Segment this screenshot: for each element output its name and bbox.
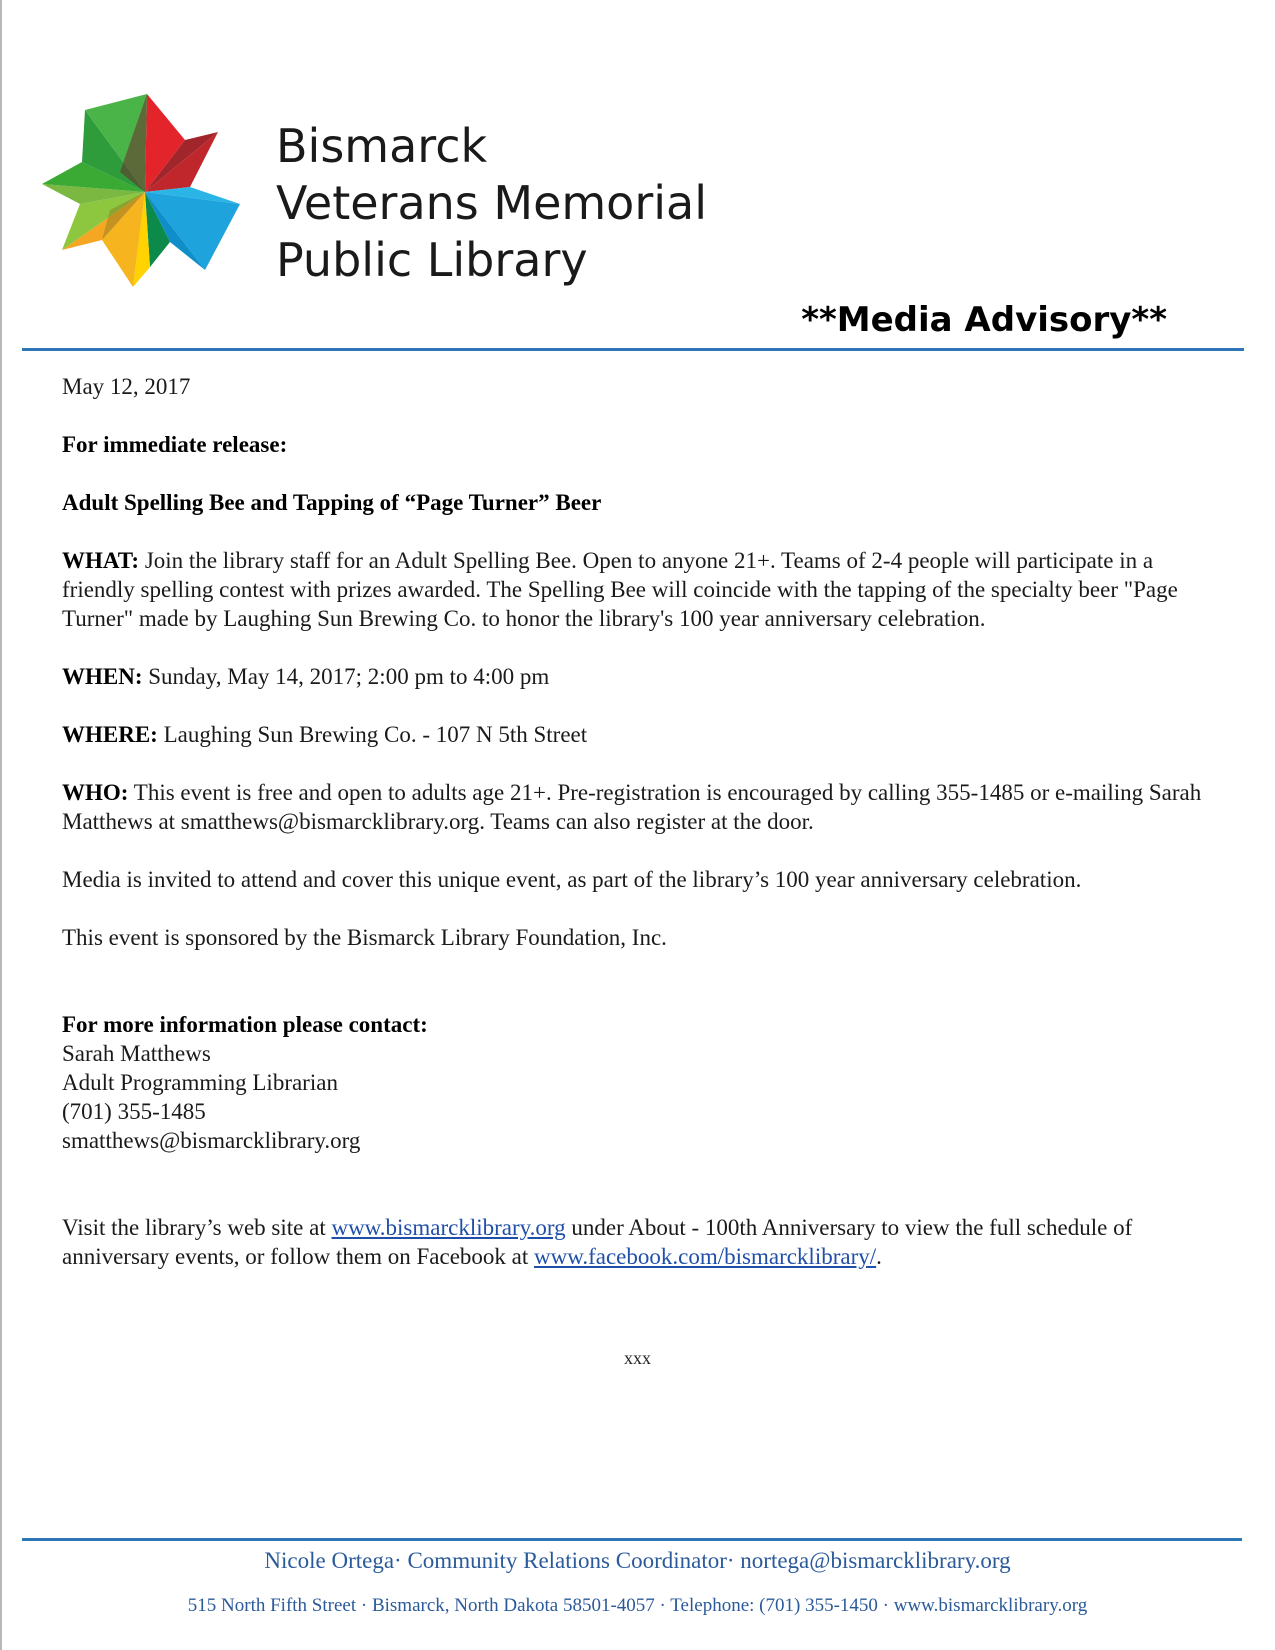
contact-label: For more information please contact:	[62, 1012, 428, 1037]
when-text: Sunday, May 14, 2017; 2:00 pm to 4:00 pm	[142, 664, 550, 689]
what-text: Join the library staff for an Adult Spelling Bee. Open to anyone 21+. Teams of 2-4 people will participate in a friendly spelling contest with prizes awarded. The Spelling Bee will coincide with the tapping of the specialty beer "Page Turner" made by Laughing Sun Brewing Co. to honor the library's 100 year anniversary celebration.	[62, 548, 1178, 631]
library-name-line1: Bismarck	[276, 119, 488, 173]
library-name	[276, 118, 707, 289]
who-paragraph	[62, 778, 1212, 836]
advisory-body	[62, 372, 1212, 1300]
visit-text-2: under About - 100th Anniversary to view the full schedule of anniversary events, or follow them on Facebook at	[62, 1215, 1133, 1269]
footer-address-line: 515 North Fifth Street · Bismarck, North Dakota 58501-4057 · Telephone: (701) 355-1450 · www.bismarcklibrary.org	[187, 1595, 1088, 1616]
who-text: This event is free and open to adults age 21+. Pre-registration is encouraged by calling 355-1485 or e-mailing Sarah Matthews at smatthews@bismarcklibrary.org. Teams can also register at the door.	[62, 780, 1202, 834]
where-label: WHERE:	[62, 722, 158, 747]
visit-text-1: Visit the library’s web site at	[62, 1215, 332, 1240]
visit-text-3: .	[876, 1244, 882, 1269]
release-date: May 12, 2017	[62, 374, 191, 399]
library-name-line2: Veterans Memorial	[276, 176, 707, 230]
where-paragraph	[62, 720, 1212, 749]
library-website-link[interactable]: www.bismarcklibrary.org	[331, 1215, 566, 1240]
when-label: WHEN:	[62, 664, 143, 689]
what-paragraph	[62, 546, 1212, 633]
contact-block	[62, 1010, 1212, 1155]
end-mark: xxx	[624, 1348, 651, 1368]
footer-contact-line: Nicole Ortega· Community Relations Coordinator· nortega@bismarcklibrary.org	[264, 1548, 1011, 1573]
who-label: WHO:	[62, 780, 129, 805]
contact-email: smatthews@bismarcklibrary.org	[62, 1128, 361, 1153]
visit-paragraph	[62, 1213, 1212, 1271]
release-label: For immediate release:	[62, 432, 288, 457]
footer-divider	[22, 1538, 1242, 1541]
contact-title: Adult Programming Librarian	[62, 1070, 338, 1095]
media-advisory-title: **Media Advisory**	[801, 300, 1167, 340]
headline: Adult Spelling Bee and Tapping of “Page Turner” Beer	[62, 490, 602, 515]
sponsor-paragraph: This event is sponsored by the Bismarck Library Foundation, Inc.	[62, 925, 667, 950]
what-label: WHAT:	[62, 548, 140, 573]
facebook-link[interactable]: www.facebook.com/bismarcklibrary/	[534, 1244, 877, 1269]
page-edge	[0, 0, 2, 1650]
contact-phone: (701) 355-1485	[62, 1099, 206, 1124]
library-star-logo	[40, 92, 250, 302]
header-divider	[22, 348, 1244, 351]
where-text: Laughing Sun Brewing Co. - 107 N 5th Street	[157, 722, 588, 747]
when-paragraph	[62, 662, 1212, 691]
library-name-line3: Public Library	[276, 233, 588, 287]
media-paragraph: Media is invited to attend and cover this unique event, as part of the library’s 100 year anniversary celebration.	[62, 867, 1082, 892]
contact-name: Sarah Matthews	[62, 1041, 211, 1066]
